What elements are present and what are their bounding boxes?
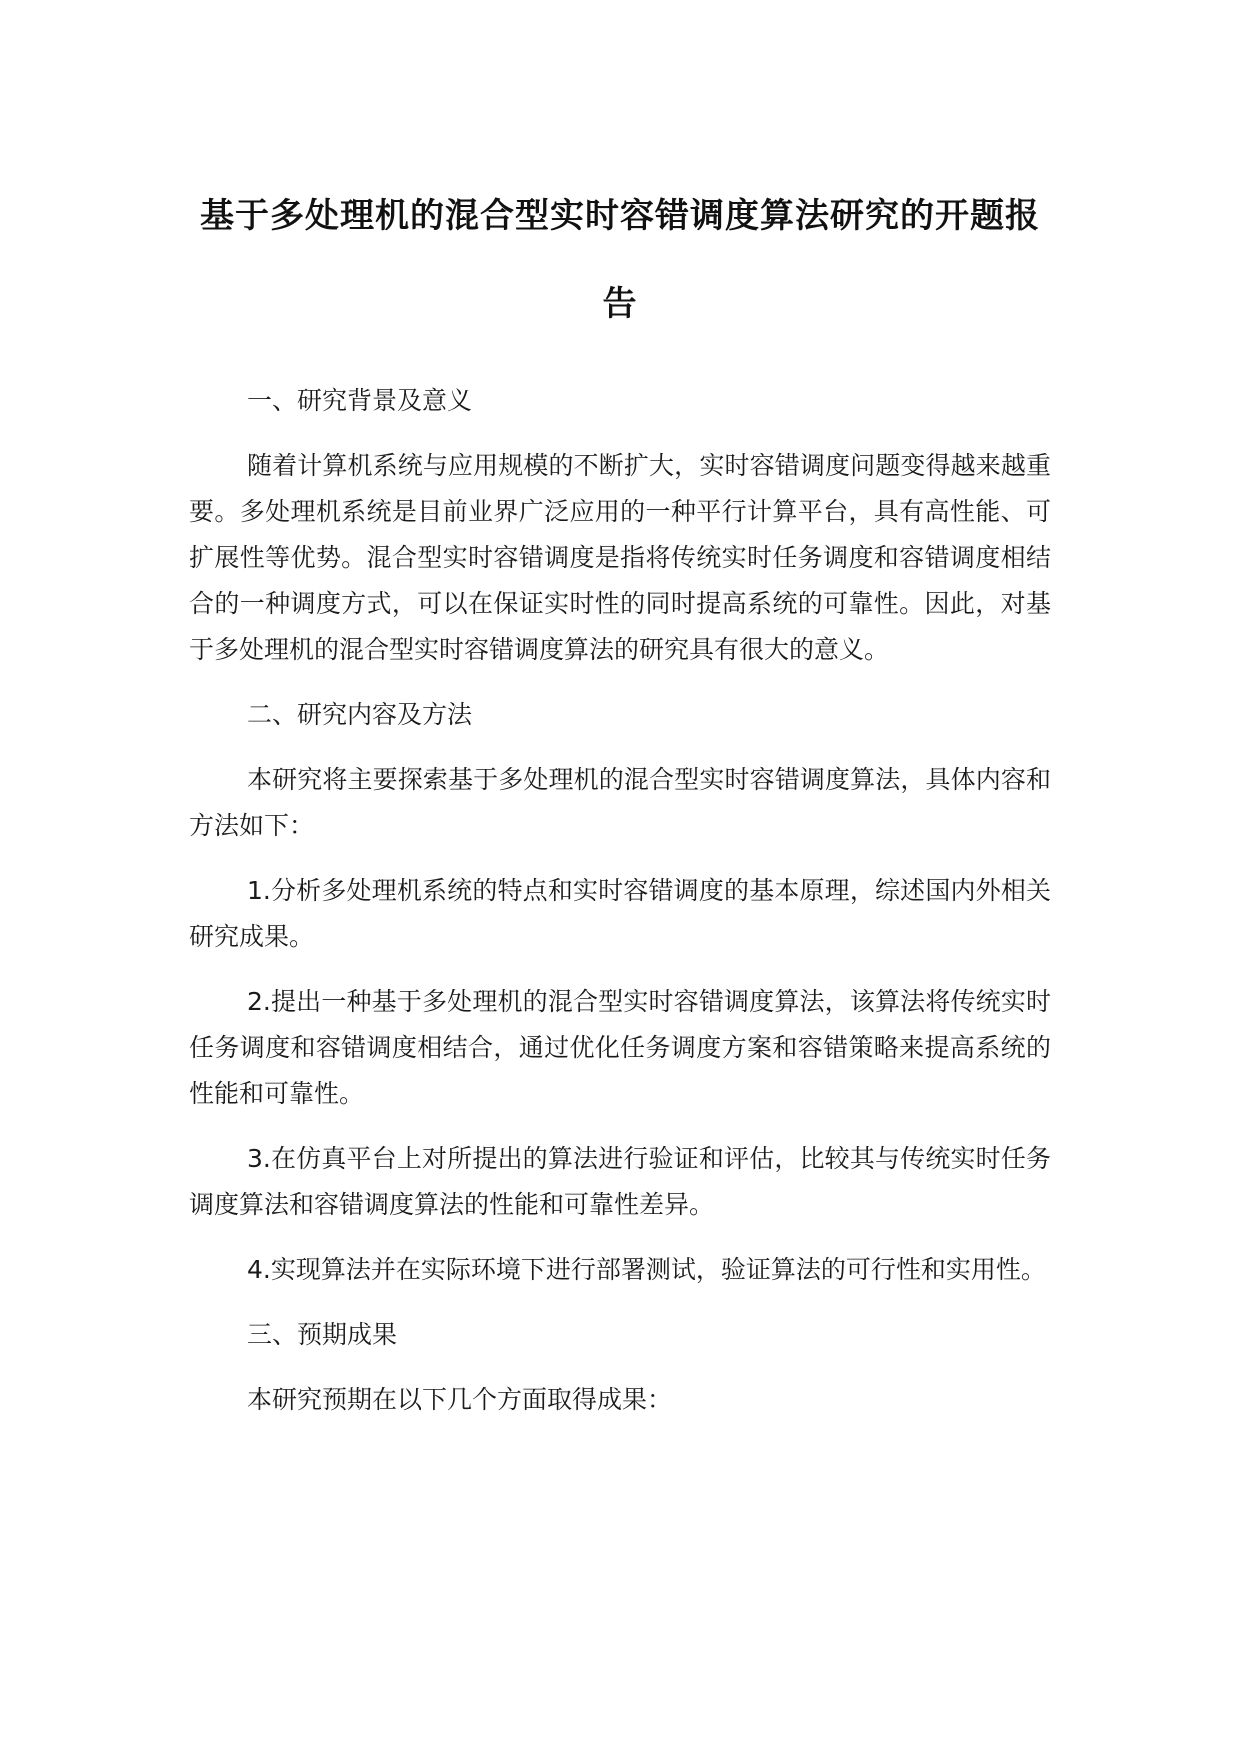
section-heading-content-method: 二、研究内容及方法: [247, 700, 473, 729]
section-heading-background: 一、研究背景及意义: [247, 386, 473, 415]
paragraph-expected-intro: 本研究预期在以下几个方面取得成果：: [247, 1385, 673, 1414]
list-item-2: 2.提出一种基于多处理机的混合型实时容错调度算法，该算法将传统实时任务调度和容错调度相结合，通过优化任务调度方案和容错策略来提高系统的性能和可靠性。: [189, 987, 1051, 1108]
section-heading-expected-results: 三、预期成果: [247, 1320, 398, 1349]
paragraph-background: 随着计算机系统与应用规模的不断扩大，实时容错调度问题变得越来越重要。多处理机系统是目前业界广泛应用的一种平行计算平台，具有高性能、可扩展性等优势。混合型实时容错调度是指将传统实时任务调度和容错调度相结合的一种调度方式，可以在保证实时性的同时提高系统的可靠性。因此，对基于多处理机的混合型实时容错调度算法的研究具有很大的意义。: [189, 451, 1051, 664]
list-item-4: 4.实现算法并在实际环境下进行部署测试，验证算法的可行性和实用性。: [247, 1255, 1046, 1284]
document-title: 基于多处理机的混合型实时容错调度算法研究的开题报告: [200, 196, 1040, 324]
list-item-3: 3.在仿真平台上对所提出的算法进行验证和评估，比较其与传统实时任务调度算法和容错调度算法的性能和可靠性差异。: [189, 1144, 1051, 1219]
paragraph-content-intro: 本研究将主要探索基于多处理机的混合型实时容错调度算法，具体内容和方法如下：: [189, 765, 1051, 840]
list-item-1: 1.分析多处理机系统的特点和实时容错调度的基本原理，综述国内外相关研究成果。: [189, 876, 1051, 951]
document-body: [189, 378, 1051, 1442]
